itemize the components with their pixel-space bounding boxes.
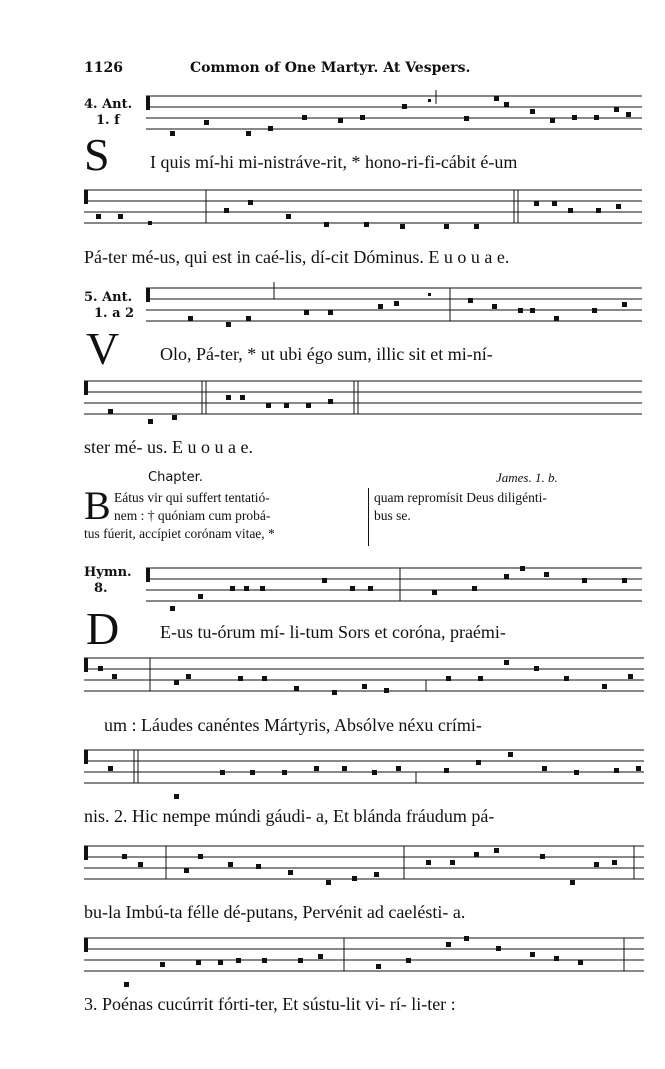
hymn-lyric-line2: um : Láudes canéntes Mártyris, Absólve néxu crími- [104, 715, 482, 735]
chapter-left-line1: Eátus vir qui suffert tentatió- [114, 490, 270, 505]
chapter-right-line1: quam repromísit Deus diligénti- [374, 490, 547, 505]
hymn-initial: D [86, 603, 120, 654]
hymn-lyric-line5: 3. Poénas cucúrrit fórti-ter, Et sústu-lit vi- rí- li-ter : [84, 994, 456, 1014]
staff-hymn-line5 [84, 932, 644, 992]
staff-antiphon-4-line1 [146, 90, 665, 150]
staff-hymn-line3 [84, 744, 644, 804]
antiphon-5-initial: V [86, 323, 120, 374]
antiphon-4-initial: S [84, 129, 110, 180]
staff-hymn-line1 [146, 562, 665, 622]
hymn-mode: 8. [94, 581, 108, 596]
chapter-right-line2: bus se. [374, 508, 411, 523]
antiphon-5-lyric-line1: Olo, Pá-ter, * ut ubi égo sum, illic sit et mi-ní- [160, 344, 493, 364]
page-number: 1126 [84, 60, 123, 76]
antiphon-5-label: 5. Ant. [84, 290, 133, 305]
chapter-left-line2: nem : † quóniam cum probá- [114, 508, 271, 523]
staff-antiphon-5-line1 [146, 282, 665, 342]
hymn-label: Hymn. [84, 565, 132, 580]
staff-antiphon-5-line2 [84, 375, 644, 435]
hymn-lyric-line1: E-us tu-órum mí- li-tum Sors et coróna, praémi- [160, 622, 506, 642]
hymn-lyric-line3: nis. 2. Hic nempe múndi gáudi- a, Et blánda fráudum pá- [84, 806, 495, 826]
chapter-initial: B [84, 483, 111, 528]
chapter-column-divider [368, 488, 369, 546]
chapter-reference: James. 1. b. [496, 470, 558, 485]
staff-hymn-line4 [84, 840, 644, 900]
running-title: Common of One Martyr. At Vespers. [190, 60, 471, 76]
antiphon-4-label: 4. Ant. [84, 97, 133, 112]
antiphon-4-lyric-line1: I quis mí-hi mi-nistráve-rit, * hono-ri-fi-cábit é-um [150, 152, 518, 172]
staff-hymn-line2 [84, 652, 644, 712]
staff-antiphon-4-line2 [84, 186, 644, 246]
antiphon-4-mode: 1. f [96, 113, 120, 128]
chapter-left-line3: tus fúerit, accípiet corónam vitae, * [84, 526, 275, 541]
antiphon-4-lyric-line2: Pá-ter mé-us, qui est in caé-lis, dí-cit Dóminus. E u o u a e. [84, 247, 510, 267]
antiphon-5-mode: 1. a 2 [94, 306, 135, 321]
hymn-lyric-line4: bu-la Imbú-ta félle dé-putans, Pervénit ad caelésti- a. [84, 902, 466, 922]
chapter-title: Chapter. [148, 470, 203, 485]
antiphon-5-lyric-line2: ster mé- us. E u o u a e. [84, 437, 253, 457]
